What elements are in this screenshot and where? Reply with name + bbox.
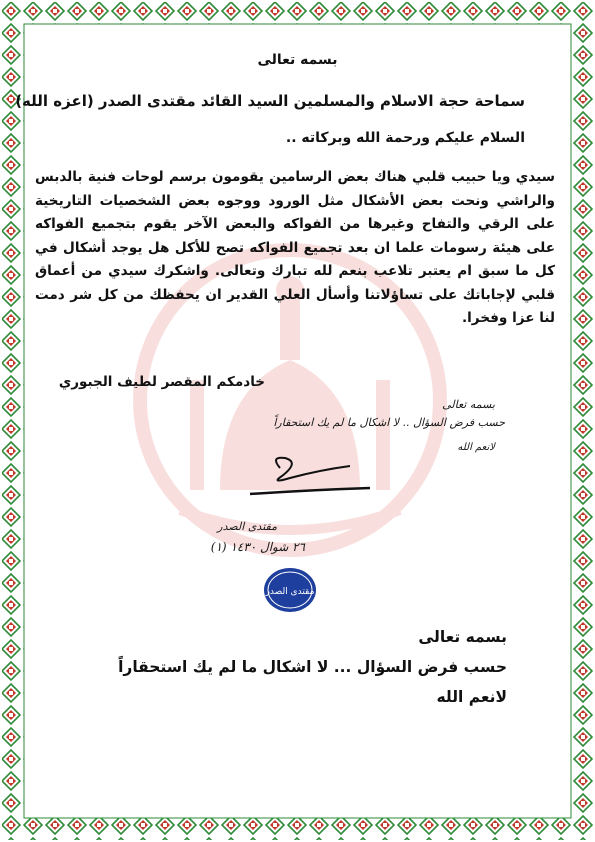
handwritten-name: مقتدى الصدر	[217, 520, 277, 533]
letter-greeting: السلام عليكم ورحمة الله وبركاته ..	[285, 130, 525, 146]
letter-addressee: سماحة حجة الاسلام والمسلمين السيد القائد مقتدى الصدر (اعزه الله)	[15, 92, 525, 110]
svg-text:مقتدى الصدر: مقتدى الصدر	[265, 587, 315, 597]
handwritten-line-1: بسمه تعالى	[442, 398, 495, 411]
handwritten-line-2: حسب فرض السؤال .. لا اشكال ما لم يك استحقاراً	[273, 416, 505, 429]
reply-closing: لانعم الله	[436, 688, 507, 706]
handwritten-line-3: لانعم الله	[457, 442, 495, 453]
handwritten-date: ٢٦ شوال ١٤٣٠ (١)	[210, 540, 305, 554]
reply-answer: حسب فرض السؤال ... لا اشكال ما لم يك استحقاراً	[118, 658, 507, 676]
handwritten-signature	[230, 448, 380, 508]
letter-body: سيدي ويا حبيب قلبي هناك بعض الرسامين يقومون برسم لوحات فنية بالدبس والراشي ونحت بعض الأشكال مثل الورود ووجوه بعض الشخصيات التاريخية على الرقي والتفاح وغيرها من الفواكه والبعض الآخر يقوم بتجميع الفواكه على هيئة رسومات علما ان بعد تجميع الفواكه تصح للأكل هل يوجد أشكال في كل ما سبق ام يعتبر تلاعب بنعم لله تبارك وتعالى. واشكرك سيدي من أعماق قلبي لإجاباتك على تساؤلاتنا وأسأل العلي القدير ان يحفظك من كل شر دمت لنا عزا وفخرا.	[35, 169, 555, 326]
letter-signature: خادمكم المقصر لطيف الجبوري	[58, 374, 265, 390]
official-seal-stamp	[262, 566, 318, 614]
letter-heading: بسمه تعالى	[257, 52, 338, 68]
reply-heading: بسمه تعالى	[418, 628, 507, 646]
